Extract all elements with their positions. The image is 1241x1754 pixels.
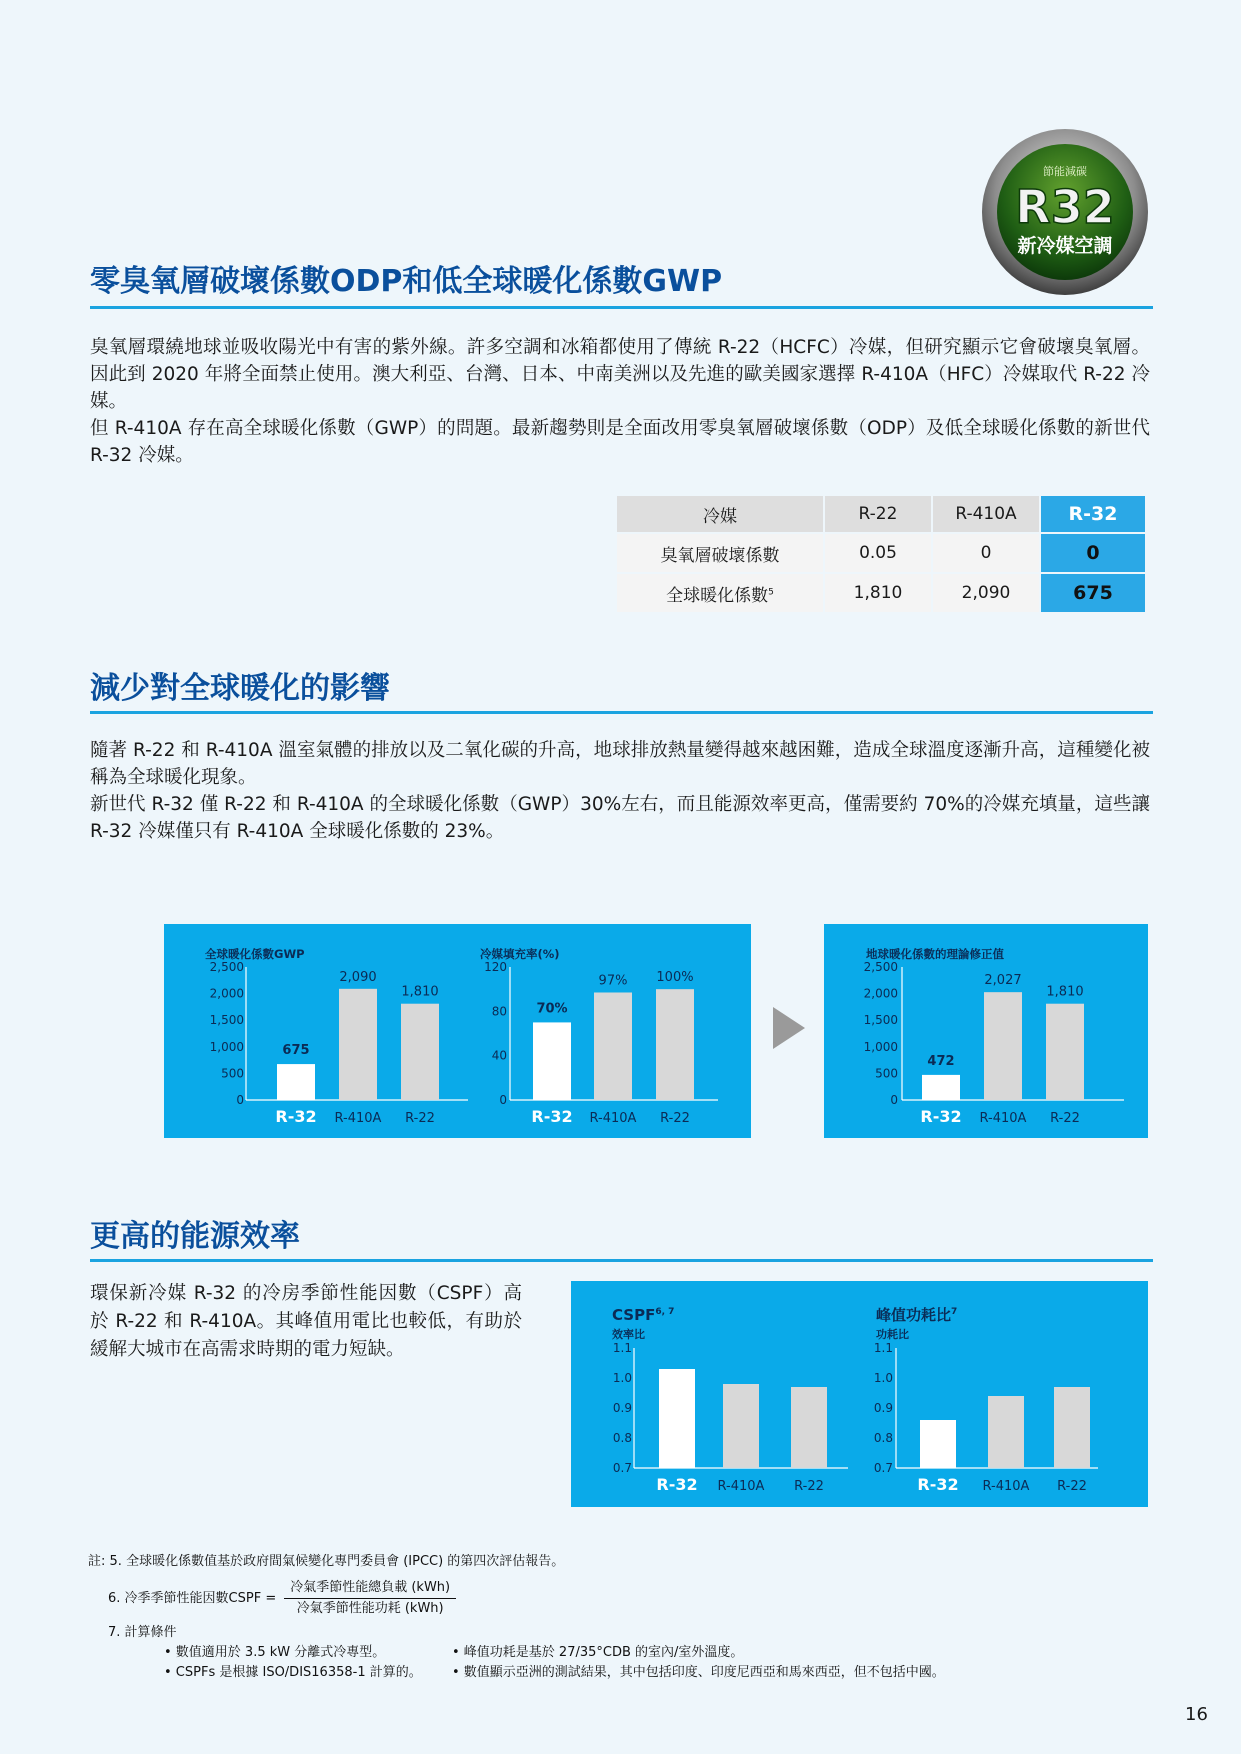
note-7-bullets	[88, 1643, 945, 1683]
chart-title: 全球暖化係數GWP	[205, 947, 305, 961]
note-6-label: 6. 冷季季節性能因數CSPF =	[108, 1590, 277, 1606]
chart-cspf	[612, 1306, 848, 1494]
table-header-cell: R-410A	[933, 496, 1039, 532]
chart-bar	[988, 1396, 1024, 1468]
chart-value-label: 97%	[598, 973, 628, 989]
chart-category-label: R-22	[1057, 1479, 1087, 1494]
chart-value-label: 70%	[536, 1001, 568, 1017]
cspf-formula	[284, 1578, 456, 1619]
page-number: 16	[1185, 1704, 1208, 1725]
chart-bar	[339, 989, 377, 1100]
chart-bar	[1054, 1387, 1090, 1468]
section3-title: 更高的能源效率	[90, 1219, 300, 1254]
section3-body: 環保新冷媒 R-32 的冷房季節性能因數（CSPF）高於 R-22 和 R-410A。其峰值用電比也較低，有助於緩解大城市在高需求時期的電力短缺。	[90, 1283, 522, 1360]
chart-bar	[723, 1384, 759, 1468]
chart-tick-label: 500	[221, 1066, 244, 1081]
chart-title-text: CSPF	[612, 1306, 656, 1324]
chart-value-label: 1,810	[401, 984, 439, 1000]
chart-tick-label: 1,000	[863, 1039, 898, 1054]
table-header-cell: R-22	[825, 496, 931, 532]
chart-category-label: R-32	[920, 1107, 962, 1126]
chart-tick-label: 1.1	[873, 1341, 893, 1355]
chart-tick-label: 1,500	[209, 1013, 244, 1028]
chart-tick-label: 1.0	[612, 1371, 632, 1385]
table-cell: 0	[1041, 534, 1145, 572]
section2-paragraph: 新世代 R-32 僅 R-22 和 R-410A 的全球暖化係數（GWP）30%左右，而且能源效率更高，僅需要約 70%的冷媒充填量，這些讓 R-32 冷媒僅只有 R-410A 全球暖化係數的 23%。	[90, 794, 1150, 842]
chart-category-label: R-32	[917, 1475, 959, 1494]
note-5-text: 5. 全球暖化係數值基於政府間氣候變化專門委員會 (IPCC) 的第四次評估報告。	[109, 1554, 565, 1569]
footnotes	[88, 1552, 945, 1683]
badge-top-text: 節能減碳	[1043, 165, 1087, 178]
formula-denominator: 冷氣季節性能功耗 (kWh)	[296, 1601, 444, 1616]
chart-tick-label: 2,500	[209, 960, 244, 974]
chart-tick-label: 0	[236, 1093, 244, 1107]
chart-bar	[401, 1004, 439, 1100]
chart-category-label: R-410A	[717, 1479, 765, 1494]
table-header-cell: R-32	[1041, 496, 1145, 532]
chart-value-label: 675	[282, 1043, 310, 1059]
chart-bar	[594, 992, 632, 1100]
chart-tick-label: 0	[499, 1093, 507, 1107]
bullets-right	[452, 1643, 945, 1683]
note-7-title: 7. 計算條件	[108, 1625, 177, 1640]
table-row-label: 全球暖化係數	[666, 585, 769, 606]
chart-peak-power	[874, 1306, 1098, 1494]
chart-bar	[984, 992, 1022, 1100]
chart-tick-label: 0.9	[612, 1401, 632, 1415]
chart-title	[612, 1306, 674, 1324]
chart-bar	[920, 1420, 956, 1468]
chart-category-label: R-22	[660, 1111, 690, 1126]
bullet-item: • 數值適用於 3.5 kW 分離式冷專型。	[164, 1645, 386, 1660]
chart-value-label: 472	[927, 1053, 955, 1069]
chart-tick-label: 0.9	[873, 1401, 893, 1415]
note-prefix: 註:	[88, 1554, 106, 1569]
chart-tick-label: 2,500	[863, 960, 898, 974]
chart-value-label: 2,090	[339, 969, 377, 985]
bullet-item: • 峰值功耗是基於 27/35°CDB 的室內/室外溫度。	[452, 1645, 744, 1660]
table-header-cell: 冷媒	[617, 496, 823, 532]
chart-tick-label: 0.7	[612, 1461, 632, 1475]
chart-bar	[533, 1022, 571, 1100]
note-6	[88, 1578, 945, 1619]
chart-category-label: R-32	[531, 1107, 573, 1126]
chart-bar	[277, 1064, 315, 1100]
chart-value-label: 1,810	[1046, 984, 1084, 1000]
chart-bar	[791, 1387, 827, 1468]
formula-numerator: 冷氣季節性能總負載 (kWh)	[284, 1578, 456, 1599]
chart-tick-label: 120	[484, 960, 507, 974]
chart-category-label: R-22	[405, 1111, 435, 1126]
chart-category-label: R-22	[1050, 1111, 1080, 1126]
chart-ylabel: 效率比	[612, 1328, 645, 1341]
section1-title: 零臭氧層破壞係數ODP和低全球暖化係數GWP	[90, 264, 723, 299]
chart-fill-rate	[480, 947, 718, 1126]
chart-title-sup: 6, 7	[655, 1307, 675, 1317]
chart-title	[876, 1306, 957, 1324]
chart-tick-label: 80	[491, 1004, 507, 1019]
chart-title-sup: 7	[951, 1307, 958, 1317]
section1-paragraph: 但 R-410A 存在高全球暖化係數（GWP）的問題。最新趨勢則是全面改用零臭氧層破壞係數（ODP）及低全球暖化係數的新世代 R-32 冷媒。	[90, 418, 1150, 466]
table-cell: 675	[1041, 574, 1145, 612]
chart-category-label: R-410A	[334, 1111, 382, 1126]
note-5	[88, 1552, 945, 1572]
chart-tick-label: 1,000	[209, 1039, 244, 1054]
chart-bar	[922, 1075, 960, 1100]
chart-category-label: R-32	[275, 1107, 317, 1126]
section2-paragraph: 隨著 R-22 和 R-410A 溫室氣體的排放以及二氧化碳的升高，地球排放熱量變得越來越困難，造成全球溫度逐漸升高，這種變化被稱為全球暖化現象。	[90, 740, 1150, 788]
badge-bottom-text: 新冷媒空調	[1017, 235, 1113, 257]
chart-tick-label: 0.8	[612, 1431, 632, 1445]
chart-tick-label: 0.8	[873, 1431, 893, 1445]
chart-bar	[659, 1369, 695, 1468]
chart-bar	[656, 989, 694, 1100]
chart-category-label: R-410A	[979, 1111, 1027, 1126]
chart-corrected-gwp	[864, 947, 1124, 1126]
chart-tick-label: 2,000	[863, 986, 898, 1001]
chart-tick-label: 40	[491, 1048, 507, 1063]
chart-tick-label: 2,000	[209, 986, 244, 1001]
chart-title: 地球暖化係數的理論修正值	[866, 947, 1004, 961]
chart-value-label: 100%	[656, 970, 694, 986]
chart-category-label: R-22	[794, 1479, 824, 1494]
chart-tick-label: 1,500	[863, 1013, 898, 1028]
table-cell: 2,090	[933, 574, 1039, 612]
section3-divider	[90, 1259, 1153, 1262]
chart-bar	[1046, 1004, 1084, 1100]
chart-category-label: R-410A	[982, 1479, 1030, 1494]
footnote-ref: 5	[768, 586, 774, 597]
chart-tick-label: 0	[890, 1093, 898, 1107]
chart-tick-label: 500	[875, 1066, 898, 1081]
chart-category-label: R-410A	[589, 1111, 637, 1126]
table-cell: 1,810	[825, 574, 931, 612]
chart-ylabel: 功耗比	[876, 1328, 909, 1341]
chart-gwp	[205, 947, 468, 1126]
table-cell: 0	[933, 534, 1039, 572]
chart-title-text: 峰值功耗比	[876, 1306, 952, 1324]
badge-main-text: R32	[1015, 180, 1115, 234]
bullet-item: • 數值顯示亞洲的測試結果，其中包括印度、印度尼西亞和馬來西亞，但不包括中國。	[452, 1665, 945, 1680]
section2-title: 減少對全球暖化的影響	[90, 671, 390, 706]
table-row-label: 臭氧層破壞係數	[617, 534, 823, 572]
chart-tick-label: 0.7	[873, 1461, 893, 1475]
section1-paragraph: 臭氧層環繞地球並吸收陽光中有害的紫外線。許多空調和冰箱都使用了傳統 R-22（HCFC）冷媒，但研究顯示它會破壞臭氧層。因此到 2020 年將全面禁止使用。澳大利亞、台灣、日本、中南美洲以及先進的歐美國家選擇 R-410A（HFC）冷媒取代 R-22 冷媒。	[90, 337, 1150, 412]
chart-tick-label: 1.0	[873, 1371, 893, 1385]
bullets-left	[164, 1643, 452, 1683]
chart-title: 冷媒填充率(%)	[480, 947, 560, 961]
chart-value-label: 2,027	[984, 973, 1022, 989]
chart-tick-label: 1.1	[612, 1341, 632, 1355]
chart-category-label: R-32	[656, 1475, 698, 1494]
table-cell: 0.05	[825, 534, 931, 572]
bullet-item: • CSPFs 是根據 ISO/DIS16358-1 計算的。	[164, 1665, 422, 1680]
